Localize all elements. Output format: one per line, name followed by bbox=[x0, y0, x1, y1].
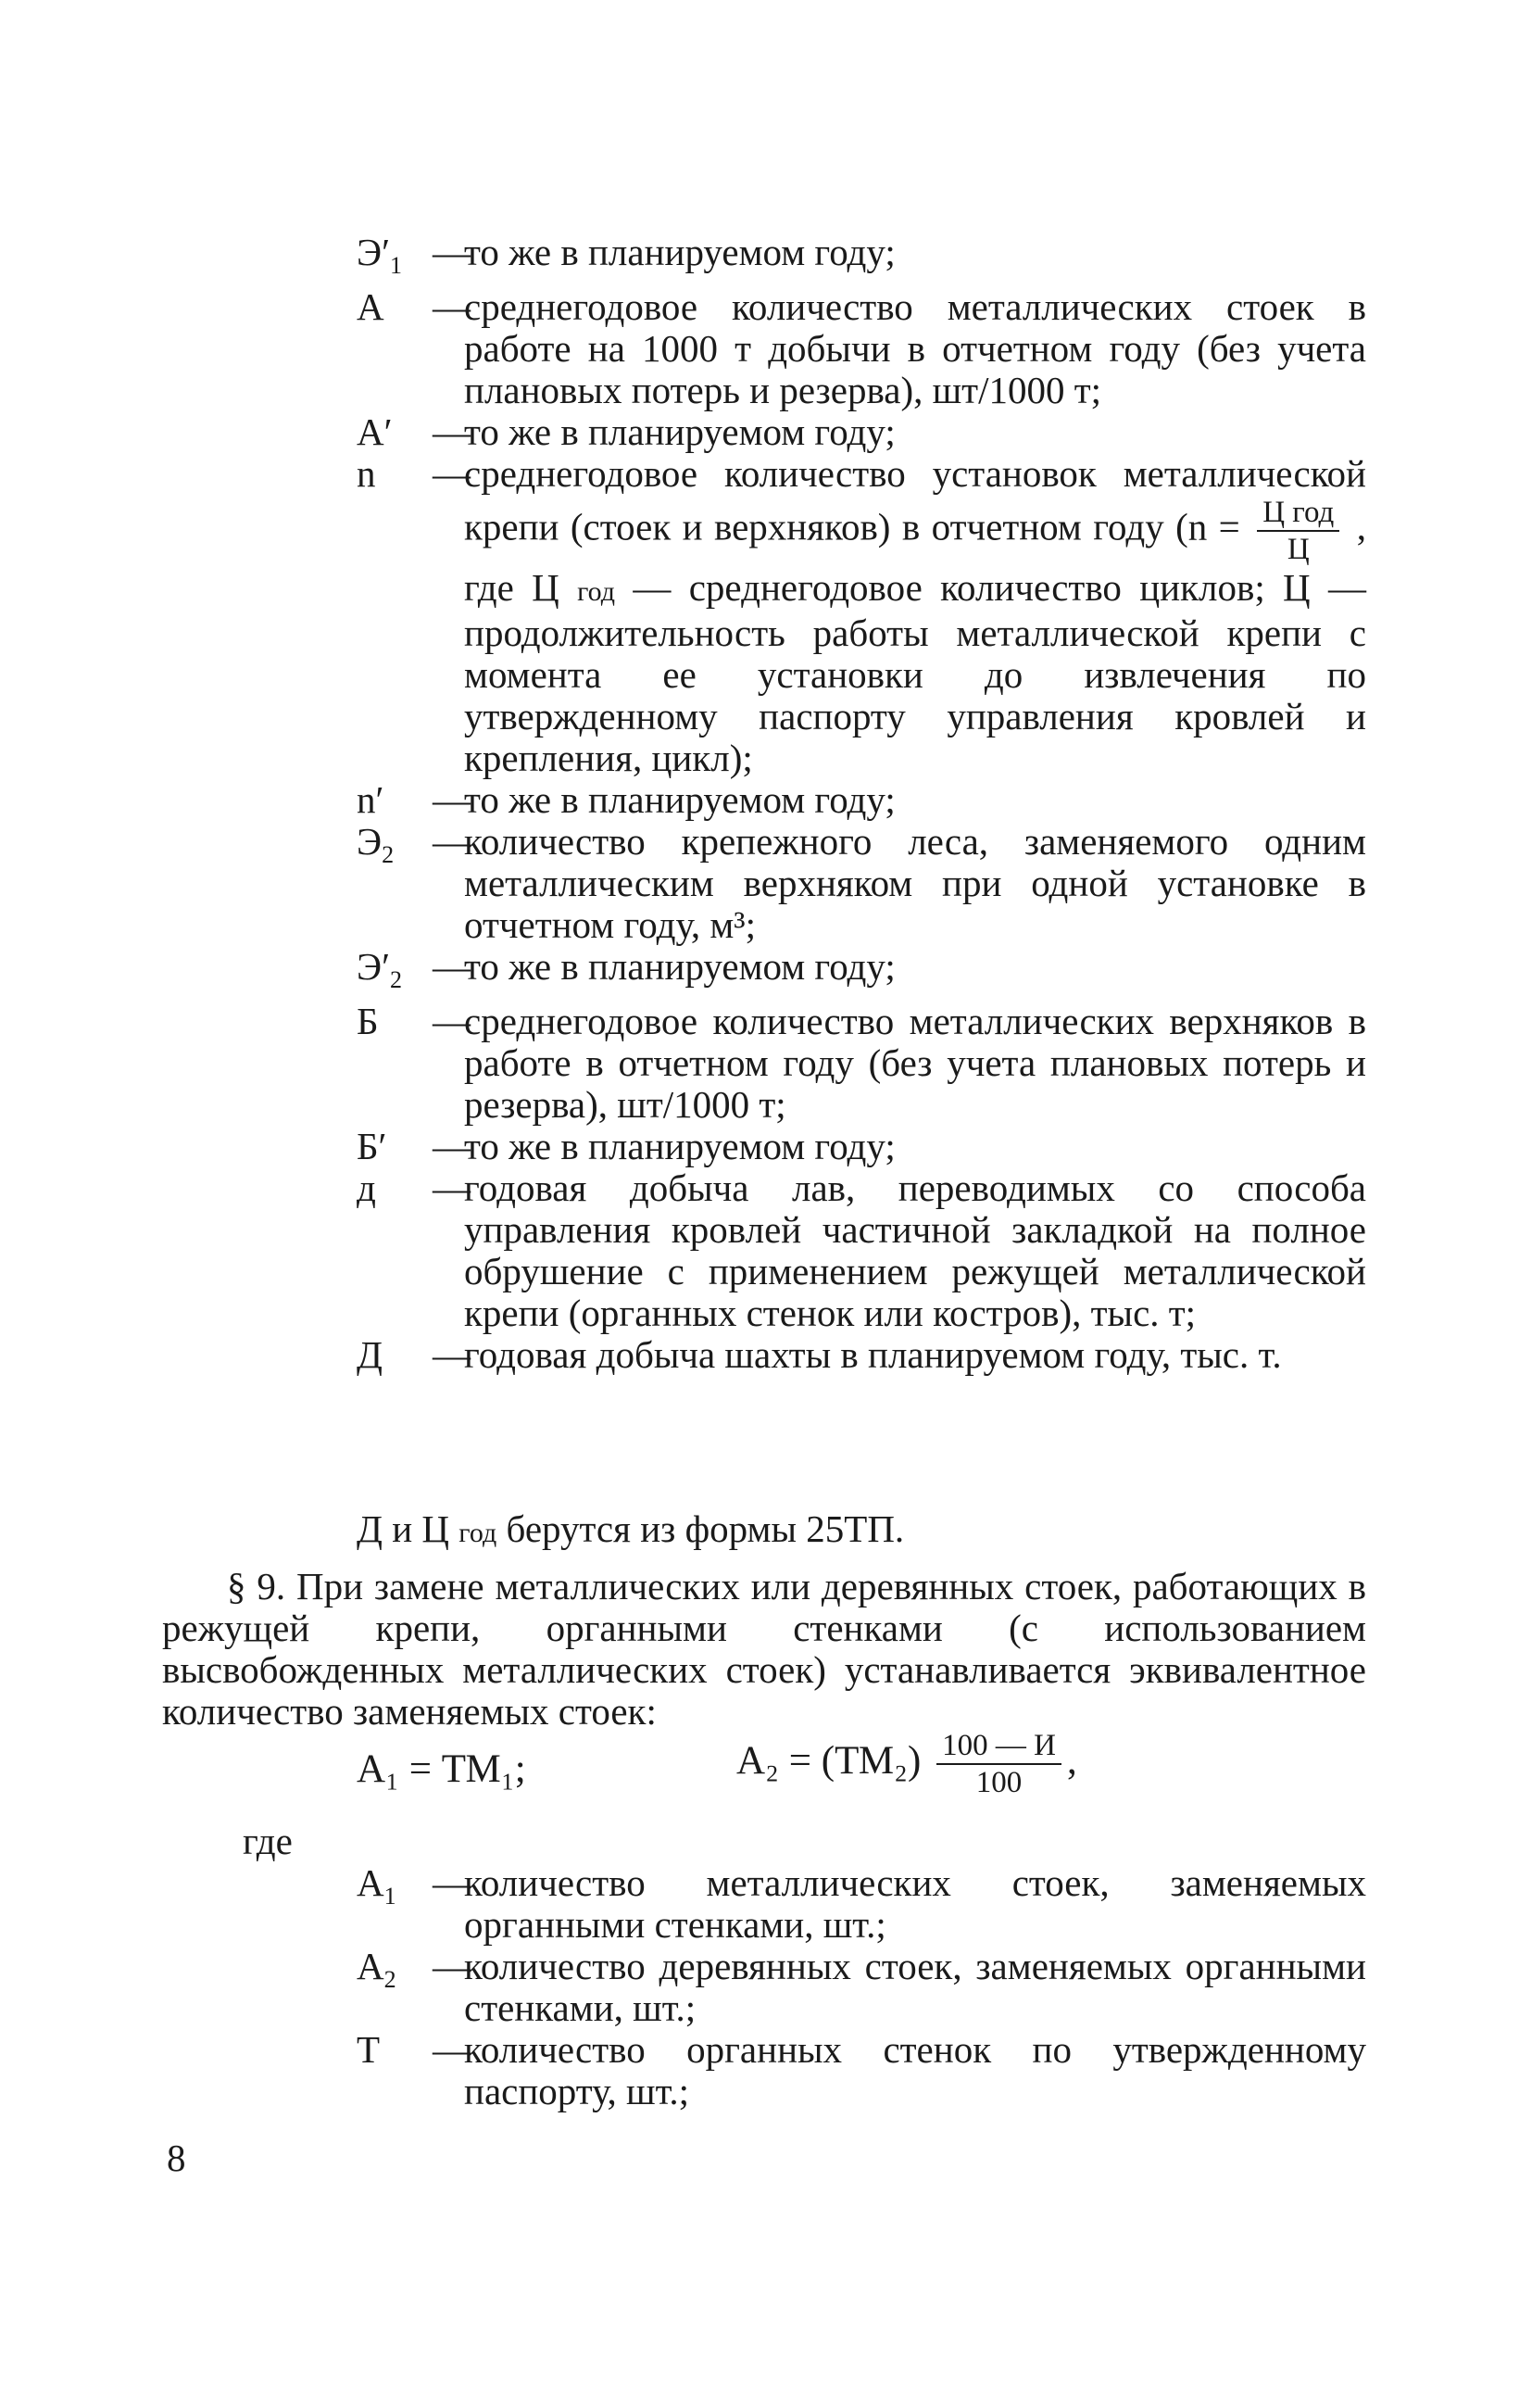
definition-symbol: $А_2$ bbox=[357, 1945, 396, 1994]
definition-text: то же в планируемом году; bbox=[464, 778, 896, 822]
formula-block bbox=[357, 1728, 1283, 1811]
definition-text: количество деревянных стоек, заменяемых органными стенками, шт.; bbox=[464, 1945, 1366, 2029]
definition-symbol: $Э_2$ bbox=[357, 820, 395, 869]
definition-text: количество органных стенок по утвержденному паспорту, шт.; bbox=[464, 2028, 1366, 2112]
definition-text: среднегодовое количество металлических верхняков в работе в отчетном году (без учета плановых потерь и резерва), шт/1000 т; bbox=[464, 1000, 1366, 1127]
definition-symbol: А′ bbox=[357, 410, 393, 454]
definition-text: годовая добыча лав, переводимых со способа управления кровлей частичной закладкой на полное обрушение с применением режущей металлической крепи (органных стенок или костров), тыс. т; bbox=[464, 1166, 1366, 1335]
where-label: где bbox=[243, 1820, 293, 1862]
formula-a1: А₁ = ТМ₁; bbox=[357, 1747, 526, 1791]
definition-item: Б′ — то же в планируемом году; bbox=[357, 1126, 1366, 1167]
definition-symbol: Б bbox=[357, 1000, 379, 1043]
definition-text: количество металлических стоек, заменяемых органными стенками, шт.; bbox=[464, 1861, 1366, 1946]
definition-item: n — среднегодовое количество установок металлической крепи (стоек и верхняков) в отчетном году (n = $\frac{\text{Ц год}}{Ц}$ , где Ц год — среднегодовое количество циклов; Ц — продолжительность работы металлической крепи с момента ее установки до извлечения по утвержденному паспорту управления кровлей и крепления, цикл); bbox=[357, 452, 1366, 780]
definitions-list-1 bbox=[357, 232, 1366, 1376]
definition-text: то же в планируемом году; bbox=[464, 231, 896, 273]
definitions-list-2 bbox=[357, 1862, 1366, 2112]
page-number: 8 bbox=[167, 2137, 186, 2179]
definition-item: А′ — то же в планируемом году; bbox=[357, 411, 1366, 453]
definition-symbol: А bbox=[357, 285, 384, 329]
formula-a2: А₂ = (ТМ₂) $\frac{100 — И}{100}$ , bbox=[736, 1729, 1077, 1799]
source-note: Д и Ц год берутся из формы 25ТП. bbox=[357, 1507, 905, 1550]
definition-item: Т — количество органных стенок по утвержденному паспорту, шт.; bbox=[357, 2028, 1366, 2112]
definition-item: $Э'_1$ — то же в планируемом году; bbox=[357, 232, 1366, 286]
fraction: $\frac{100 — И}{100}$ bbox=[936, 1728, 1061, 1800]
definition-symbol: Д bbox=[357, 1333, 383, 1377]
definition-symbol: n′ bbox=[357, 778, 384, 822]
definition-symbol: n bbox=[357, 452, 376, 496]
definition-item: $А_2$ — количество деревянных стоек, заменяемых органными стенками, шт.; bbox=[357, 1945, 1366, 2029]
definition-text: среднегодовое количество металлических стоек в работе на 1000 т добычи в отчетном году (без учета плановых потерь и резерва), шт/1000 т; bbox=[464, 285, 1366, 412]
definition-item: А — среднегодовое количество металлических стоек в работе на 1000 т добычи в отчетном году (без учета плановых потерь и резерва), шт/1000 т; bbox=[357, 285, 1366, 412]
definition-item: д — годовая добыча лав, переводимых со способа управления кровлей частичной закладкой на полное обрушение с применением режущей металлической крепи (органных стенок или костров), тыс. т; bbox=[357, 1166, 1366, 1335]
definition-text: годовая добыча шахты в планируемом году, тыс. т. bbox=[464, 1333, 1282, 1377]
definition-text: среднегодовое количество установок металлической крепи (стоек и верхняков) в отчетном году (n = $\frac{\text{Ц год}}{Ц}$ , где Ц год — среднегодовое количество циклов; Ц — продолжительность работы металлической крепи с момента ее установки до извлечения по утвержденному паспорту управления кровлей и крепления, цикл); bbox=[464, 452, 1366, 780]
section-paragraph: § 9. При замене металлических или деревянных стоек, работающих в режущей крепи, органными стенками (с использованием высвобожденных металлических стоек) устанавливается эквивалентное количество заменяемых стоек: bbox=[162, 1565, 1366, 1733]
definition-item: $А_1$ — количество металлических стоек, заменяемых органными стенками, шт.; bbox=[357, 1861, 1366, 1946]
definition-symbol: $Э'_2$ bbox=[357, 945, 403, 994]
definition-symbol: д bbox=[357, 1166, 376, 1210]
definition-item: Б — среднегодовое количество металлических верхняков в работе в отчетном году (без учета плановых потерь и резерва), шт/1000 т; bbox=[357, 1000, 1366, 1127]
fraction: $\frac{\text{Ц год}}{Ц}$ bbox=[1257, 495, 1339, 567]
definition-symbol: Б′ bbox=[357, 1125, 387, 1168]
definition-text: то же в планируемом году; bbox=[464, 410, 896, 454]
definition-text: то же в планируемом году; bbox=[464, 1125, 896, 1168]
definition-item: n′ — то же в планируемом году; bbox=[357, 779, 1366, 821]
definition-text: количество крепежного леса, заменяемого одним металлическим верхняком при одной установке в отчетном году, м³; bbox=[464, 820, 1366, 947]
definition-symbol: Т bbox=[357, 2028, 381, 2071]
definition-symbol: $А_1$ bbox=[357, 1861, 396, 1910]
definition-symbol: $Э'_1$ bbox=[357, 231, 403, 280]
definition-item: $Э'_2$ — то же в планируемом году; bbox=[357, 946, 1366, 1001]
definition-item: $Э_2$ — количество крепежного леса, заменяемого одним металлическим верхняком при одной установке в отчетном году, м³; bbox=[357, 820, 1366, 947]
definition-item: Д — годовая добыча шахты в планируемом году, тыс. т. bbox=[357, 1334, 1366, 1376]
definition-text: то же в планируемом году; bbox=[464, 945, 896, 989]
